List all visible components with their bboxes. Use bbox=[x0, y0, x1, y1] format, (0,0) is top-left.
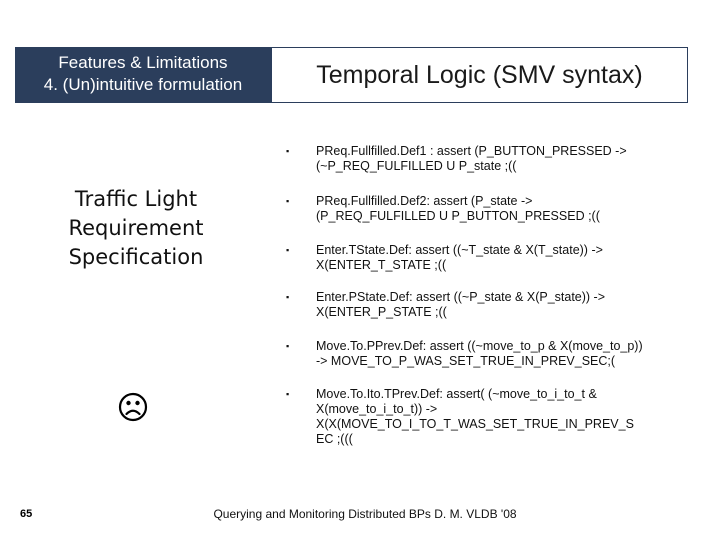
side-heading-line3: Specification bbox=[68, 245, 204, 269]
side-heading bbox=[34, 185, 238, 272]
list-item: ▪ PReq.Fullfilled.Def1 : assert (P_BUTTON_PRESSED -> (~P_REQ_FULFILLED U P_state ;(( bbox=[286, 144, 627, 173]
bullet-icon: ▪ bbox=[286, 389, 290, 399]
side-heading-line2: Requirement bbox=[68, 216, 204, 240]
list-item: ▪ Move.To.PPrev.Def: assert ((~move_to_p & X(move_to_p)) -> MOVE_TO_P_WAS_SET_TRUE_IN_PREV_SEC;( bbox=[286, 339, 643, 368]
list-item: ▪ Move.To.Ito.TPrev.Def: assert( (~move_to_i_to_t & X(move_to_i_to_t)) -> X(X(MOVE_TO_I_TO_T_WAS_SET_TRUE_IN_PREV_S EC ;((( bbox=[286, 387, 634, 446]
bullet-icon: ▪ bbox=[286, 245, 290, 255]
section-title-line2: 4. (Un)intuitive formulation bbox=[43, 75, 243, 94]
list-item: ▪ Enter.TState.Def: assert ((~T_state & X(T_state)) -> X(ENTER_T_STATE ;(( bbox=[286, 243, 603, 272]
list-item: ▪ PReq.Fullfilled.Def2: assert (P_state -> (P_REQ_FULFILLED U P_BUTTON_PRESSED ;(( bbox=[286, 194, 600, 223]
section-header bbox=[15, 47, 271, 103]
slide-title: Temporal Logic (SMV syntax) bbox=[316, 60, 643, 89]
requirement-list bbox=[286, 144, 686, 447]
bullet-icon: ▪ bbox=[286, 341, 290, 351]
list-item: ▪ Enter.PState.Def: assert ((~P_state & X(P_state)) -> X(ENTER_P_STATE ;(( bbox=[286, 290, 606, 319]
side-heading-line1: Traffic Light bbox=[74, 187, 198, 211]
bullet-icon: ▪ bbox=[286, 196, 290, 206]
footer-citation: Querying and Monitoring Distributed BPs D. M. VLDB '08 bbox=[213, 507, 517, 521]
bullet-icon: ▪ bbox=[286, 146, 290, 156]
section-title-line1: Features & Limitations bbox=[58, 53, 228, 72]
frown-face-icon bbox=[118, 392, 148, 422]
slide-number: 65 bbox=[20, 508, 33, 520]
slide-title-box bbox=[271, 47, 688, 103]
bullet-icon: ▪ bbox=[286, 292, 290, 302]
